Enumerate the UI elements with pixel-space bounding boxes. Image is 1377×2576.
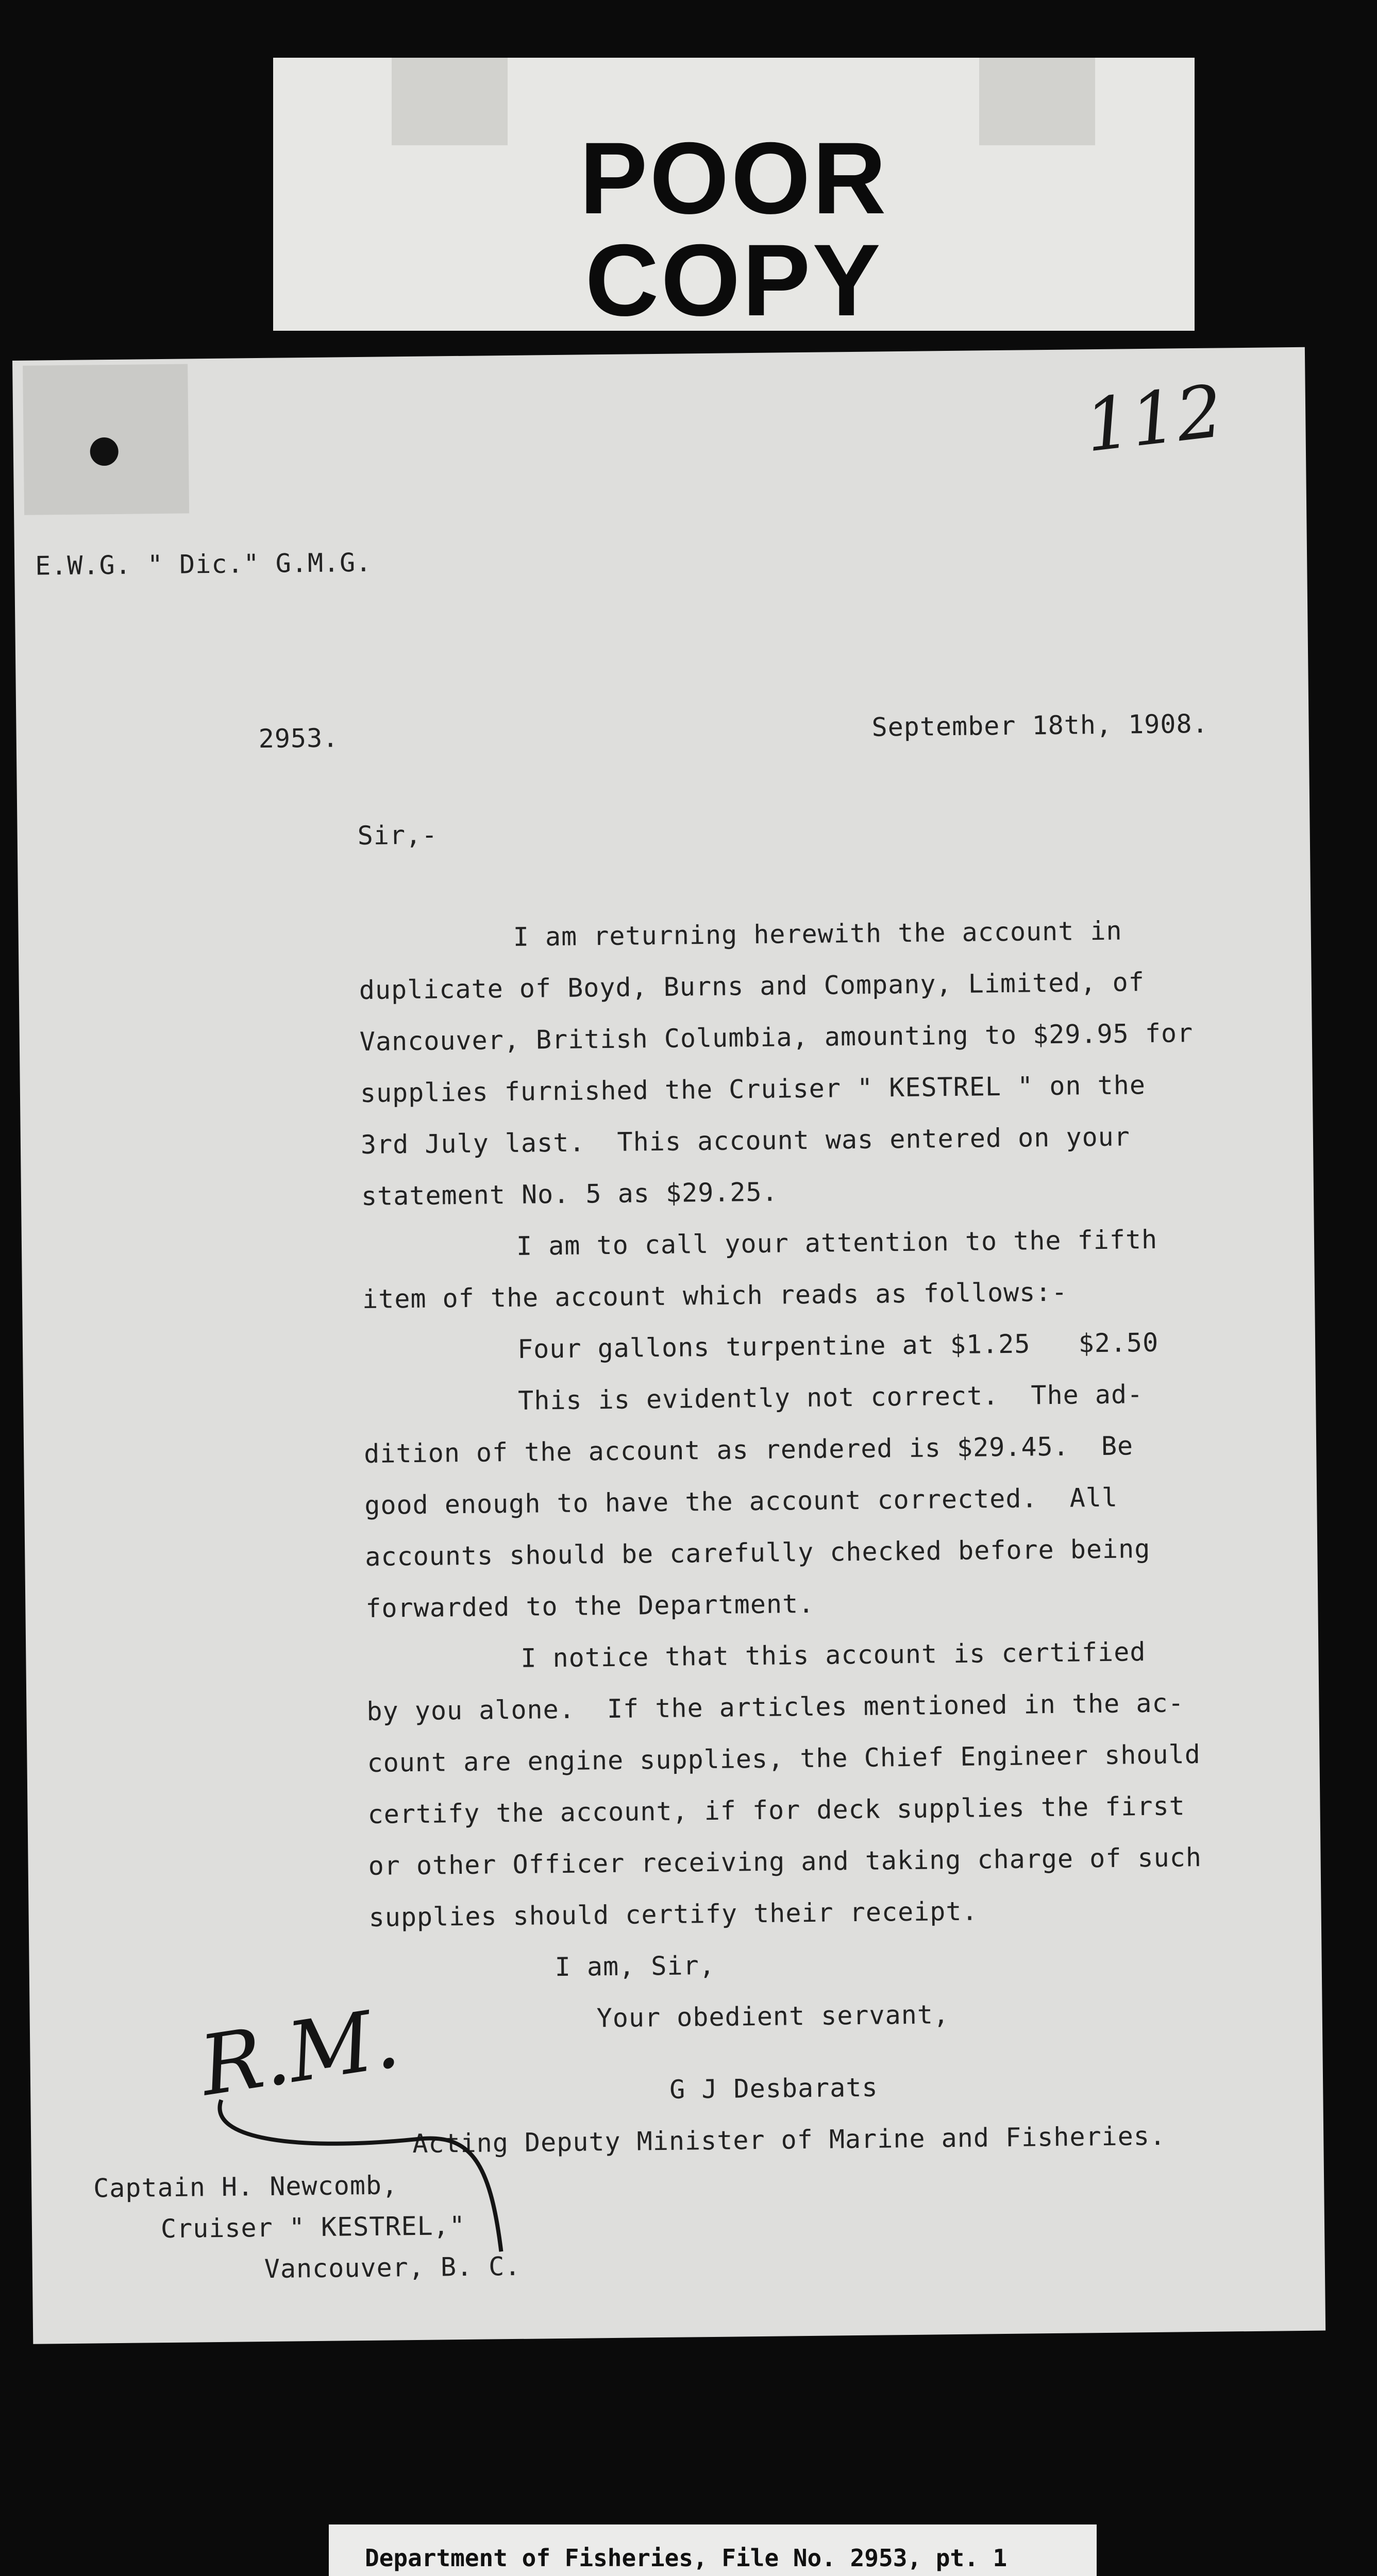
poor-copy-label <box>273 58 1195 337</box>
file-label-text: Department of Fisheries, File No. 2953, pt. 1 <box>365 2544 1007 2572</box>
punch-hole-mark: ● <box>88 426 121 470</box>
body-line: forwarded to the Department. <box>365 1588 815 1623</box>
body-line: duplicate of Boyd, Burns and Company, Limited, of <box>359 967 1145 1006</box>
addressee-line: Vancouver, B. C. <box>264 2251 521 2284</box>
file-label <box>329 2524 1097 2576</box>
body-line: supplies furnished the Cruiser " KESTREL " on the <box>360 1070 1146 1109</box>
body-line: by you alone. If the articles mentioned in the ac- <box>366 1688 1184 1726</box>
body-line: certify the account, if for deck supplies the first <box>367 1791 1186 1829</box>
poor-copy-line2: COPY <box>585 223 883 337</box>
addressee-line: Captain H. Newcomb, <box>93 2170 398 2204</box>
letter-date: September 18th, 1908. <box>871 708 1208 742</box>
reference-line: E.W.G. " Dic." G.M.G. <box>35 547 372 581</box>
closing-line: Your obedient servant, <box>596 1999 950 2033</box>
body-line: dition of the account as rendered is $29.45. Be <box>363 1431 1134 1469</box>
file-number: 2953. <box>258 723 339 754</box>
signer-title: Acting Deputy Minister of Marine and Fisheries. <box>412 2121 1166 2159</box>
addressee-line: Cruiser " KESTREL," <box>160 2210 466 2244</box>
body-line: Vancouver, British Columbia, amounting to $29.95 for <box>359 1018 1194 1057</box>
body-line: accounts should be carefully checked before being <box>365 1534 1151 1572</box>
body-line: supplies should certify their receipt. <box>368 1896 978 1933</box>
body-line: I am to call your attention to the fifth <box>516 1224 1158 1261</box>
body-line: count are engine supplies, the Chief Engineer should <box>367 1739 1201 1778</box>
letter-page <box>12 347 1325 2344</box>
body-line: This is evidently not correct. The ad- <box>517 1379 1144 1416</box>
body-line: Four gallons turpentine at $1.25 $2.50 <box>517 1327 1159 1364</box>
salutation: Sir,- <box>357 820 438 851</box>
body-line: statement No. 5 as $29.25. <box>361 1177 778 1211</box>
signer-name: G J Desbarats <box>669 2072 878 2105</box>
body-line: I am returning herewith the account in <box>513 916 1122 952</box>
poor-copy-line1: POOR <box>579 121 888 235</box>
handwritten-initials: R.M. <box>194 1989 406 2115</box>
body-line: I notice that this account is certified <box>520 1637 1146 1673</box>
folio-number: 112 <box>1080 369 1228 469</box>
closing-line: I am, Sir, <box>555 1950 716 1982</box>
body-line: good enough to have the account corrected. All <box>364 1482 1118 1520</box>
body-line: 3rd July last. This account was entered on your <box>360 1122 1131 1160</box>
body-line: item of the account which reads as follows:- <box>362 1277 1068 1314</box>
body-line: or other Officer receiving and taking charge of such <box>368 1842 1202 1881</box>
